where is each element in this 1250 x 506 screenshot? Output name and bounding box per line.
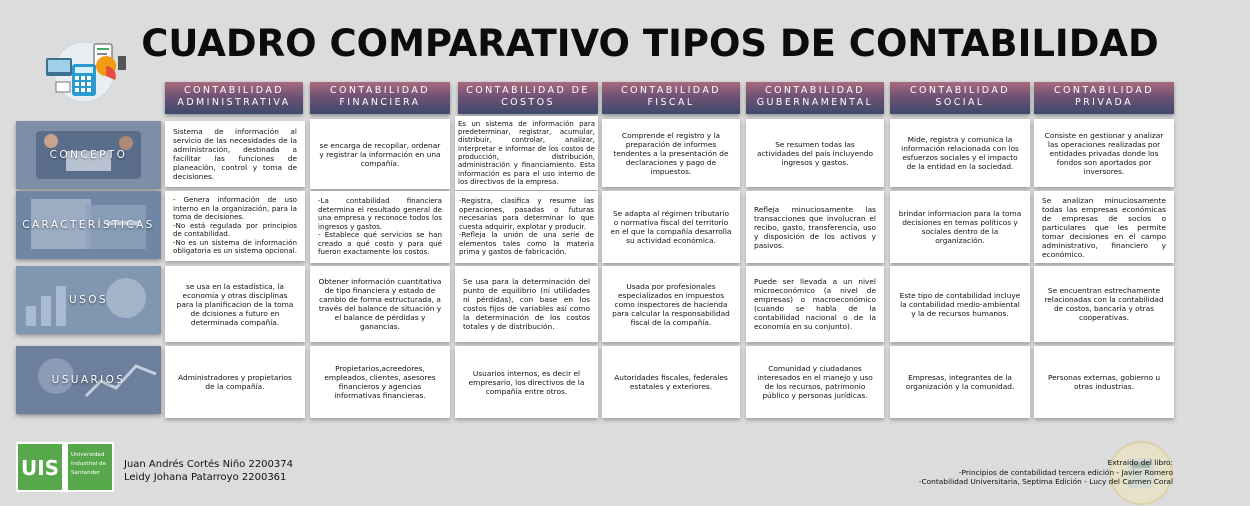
cell-usos-financiera: Obtener información cuantitativa de tipo financiera y estado de cambio de forma estructurada, a través del balance de situación y el balance de pérdidas y ganancias. xyxy=(310,266,450,342)
cell-concepto-costos: Es un sistema de información para predeterminar, registrar, acumular, distribuir, controlar, analizar, interpretar e informar de los costos de producción, distribución, administración y financiamiento. Esta información es para el uso interno de los directivos de la empresa. xyxy=(455,116,598,190)
references xyxy=(919,458,1173,487)
uis-name-line-2: Industrial de xyxy=(71,461,107,467)
references-title: Extraido del libro: xyxy=(1107,458,1173,467)
cell-caracteristicas-social: brindar informacion para la toma decisiones en temas políticos y sociales dentro de la organización. xyxy=(890,191,1030,263)
cell-usuarios-privada: Personas externas, gobierno u otras industrias. xyxy=(1034,346,1174,418)
author-1: Juan Andrés Cortés Niño 2200374 xyxy=(124,459,293,470)
cell-concepto-fiscal: Comprende el registro y la preparación de informes tendentes a la presentación de declaraciones y pago de impuestos. xyxy=(602,119,740,187)
cell-usos-privada: Se encuentran estrechamente relacionadas con la contabilidad de costos, bancaria y otras cooperativas. xyxy=(1034,266,1174,342)
cell-concepto-financiera: se encarga de recopilar, ordenar y registrar la información en una compañía. xyxy=(310,119,450,189)
cell-usuarios-gubernamental: Comunidad y ciudadanos interesados en el manejo y uso de los recursos, patrimonio público y personas jurídicas. xyxy=(746,346,884,418)
cell-usos-costos: Se usa para la determinación del punto de equilibrio (ni utilidades ni pérdidas), con base en los costos fijos de variables así como la determinación de los costos totales y de distribución. xyxy=(455,266,598,342)
cell-usos-fiscal: Usada por profesionales especializados en impuestos como inspectores de hacienda para calcular la responsabilidad fiscal de la compañía. xyxy=(602,266,740,342)
cell-usuarios-financiera: Propietarios,acreedores, empleados, clientes, asesores financieros y agencias informativas financieras. xyxy=(310,346,450,418)
svg-text:UIS: UIS xyxy=(20,456,60,480)
cell-caracteristicas-costos: -Registra, clasifica y resume las operaciones, pasadas o futuras necesarias para determinar lo que cuesta adquirir, explotar y producir. -Refleja la unión de una serie de elementos tales como la materia prima y gastos de fabricación. xyxy=(455,191,598,263)
cell-caracteristicas-gubernamental: Refleja minuciosamente las transacciones que involucran el recibo, gasto, transferencia, uso y disposición de los activos y pasivos. xyxy=(746,191,884,263)
cell-caracteristicas-privada: Se analizan minuciosamente todas las empresas económicas de empresas de socios o particulares que les permite tomar decisiones en el campo administrativo, financiero y económico. xyxy=(1034,191,1174,263)
column-header-administrativa: CONTABILIDAD ADMINISTRATIVA xyxy=(165,82,303,114)
cell-concepto-gubernamental: Se resumen todas las actividades del país incluyendo ingresos y gastos. xyxy=(746,119,884,187)
uis-name-line-3: Santander xyxy=(71,470,100,476)
row-label-usuarios: USUARIOS xyxy=(16,346,161,414)
column-header-financiera: CONTABILIDAD FINANCIERA xyxy=(310,82,450,114)
column-header-costos: CONTABILIDAD DE COSTOS xyxy=(458,82,598,114)
page-title: CUADRO COMPARATIVO TIPOS DE CONTABILIDAD xyxy=(141,22,1159,65)
cell-concepto-administrativa: Sistema de información al servicio de las necesidades de la administración, destinada a facilitar las funciones de planeación, control y toma de decisiones. xyxy=(165,121,305,187)
reference-2: -Contabilidad Universitaria, Septima Edición - Lucy del Carmen Coral xyxy=(918,477,1173,486)
column-header-privada: CONTABILIDAD PRIVADA xyxy=(1034,82,1174,114)
cell-usos-social: Este tipo de contabilidad incluye la contabilidad medio-ambiental y la de recursos humanos. xyxy=(890,266,1030,342)
accounting-illustration-icon xyxy=(36,36,132,104)
cell-concepto-social: Mide, registra y comunica la información relacionada con los esfuerzos sociales y el impacto de la entidad en la sociedad. xyxy=(890,119,1030,187)
cell-concepto-privada: Consiste en gestionar y analizar las operaciones realizadas por entidades privadas donde los fondos son aportados por inversores. xyxy=(1034,119,1174,187)
uis-logo xyxy=(16,442,114,492)
row-label-caracteristicas: CARACTERÍSTICAS xyxy=(16,191,161,259)
column-header-gubernamental: CONTABILIDAD GUBERNAMENTAL xyxy=(746,82,884,114)
row-label-concepto: CONCEPTO xyxy=(16,121,161,189)
cell-usuarios-social: Empresas, integrantes de la organización y la comunidad. xyxy=(890,346,1030,418)
cell-caracteristicas-financiera: -La contabilidad financiera determina el resultado general de una empresa y reconoce todos los ingresos y gastos. - Establece qué servicios se han creado a qué costo y para qué fueron exactamente los costos. xyxy=(310,191,450,263)
cell-usuarios-fiscal: Autoridades fiscales, federales estatales y exteriores. xyxy=(602,346,740,418)
uis-name-line-1: Universidad xyxy=(71,452,105,458)
row-label-usos: USOS xyxy=(16,266,161,334)
cell-caracteristicas-administrativa: - Genera información de uso interno en la organización, para la toma de decisiones. -No está regulada por principios de contabilidad. -No es un sistema de información obligatoria es un sistema opcional. xyxy=(165,191,305,261)
column-header-social: CONTABILIDAD SOCIAL xyxy=(890,82,1030,114)
cell-caracteristicas-fiscal: Se adapta al régimen tributario o normativa fiscal del territorio en el que la compañía desarrolla su actividad económica. xyxy=(602,191,740,263)
cell-usos-gubernamental: Puede ser llevada a un nivel microeconómico (a nivel de empresas) o macroeconómico (cuando se habla de la contabilidad nacional o de la economía en su conjunto). xyxy=(746,266,884,342)
cell-usuarios-administrativa: Administradores y propietarios de la compañía. xyxy=(165,346,305,418)
author-2: Leidy Johana Patarroyo 2200361 xyxy=(124,472,287,483)
authors xyxy=(124,458,293,484)
cell-usos-administrativa: se usa en la estadística, la economía y otras disciplinas para la planificacion de la toma de dcisiones a futuro en determinada compañía. xyxy=(165,266,305,342)
cell-usuarios-costos: Usuarios internos, es decir el empresario, los directivos de la compañía entre otros. xyxy=(455,346,598,418)
column-header-fiscal: CONTABILIDAD FISCAL xyxy=(602,82,740,114)
reference-1: -Principios de contabilidad tercera edición - Javier Romero xyxy=(958,467,1173,477)
